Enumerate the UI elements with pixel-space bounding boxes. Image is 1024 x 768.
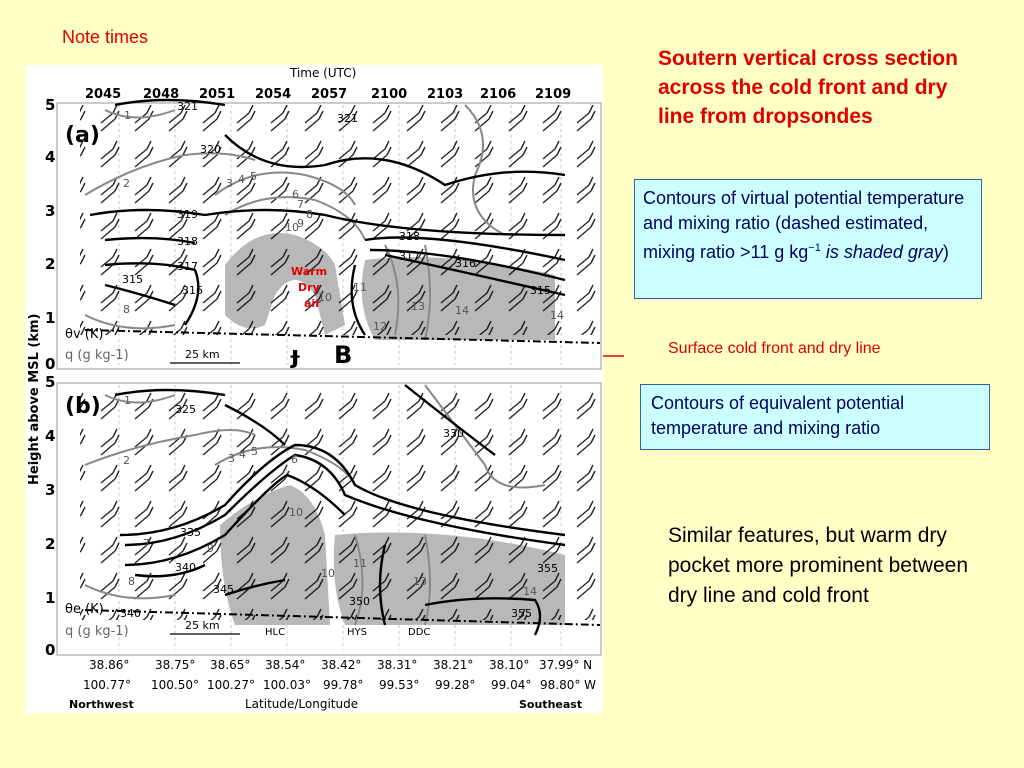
mix-label: 9: [207, 542, 214, 555]
contour-label: 321: [337, 112, 358, 125]
mix-label: 8: [128, 575, 135, 588]
contour-label: 345: [213, 583, 234, 596]
mix-label: 6: [292, 188, 299, 201]
time-label: 2103: [427, 87, 464, 102]
caption-italic: is shaded gray: [820, 242, 943, 262]
cross-section-figure: [25, 65, 603, 713]
lon-label: 100.03°: [263, 678, 311, 692]
mix-label: 13: [411, 300, 425, 313]
cold-front-icon: ɟ: [291, 341, 300, 369]
mix-label: 13: [413, 575, 427, 588]
time-label: 2109: [535, 87, 572, 102]
scale-label: 25 km: [185, 348, 220, 361]
panel-a: [45, 96, 601, 373]
lon-label: 99.53°: [379, 678, 420, 692]
lat-label: 38.54°: [265, 658, 306, 672]
ytick: 5: [45, 96, 56, 114]
y-axis-label: Height above MSL (km): [27, 313, 42, 485]
mix-label: 3: [226, 177, 233, 190]
dry-label: Dry: [298, 281, 320, 294]
lon-label: 99.04°: [491, 678, 532, 692]
mix-label: 4: [238, 173, 245, 186]
lat-label: 38.65°: [210, 658, 251, 672]
mix-label: 6: [291, 453, 298, 466]
caption-exponent: −1: [808, 242, 821, 254]
contour-label: 316: [182, 284, 203, 297]
ytick: 3: [45, 481, 56, 499]
contour-label: 321: [177, 100, 198, 113]
mix-label: 9: [297, 217, 304, 230]
time-label: 2048: [143, 87, 180, 102]
contour-label: 318: [399, 230, 420, 243]
panel-a-label: (a): [65, 123, 100, 148]
contour-label: 355: [537, 562, 558, 575]
lat-label: 37.99° N: [539, 658, 593, 672]
mix-label: 2: [123, 177, 130, 190]
time-label: 2106: [480, 87, 517, 102]
time-label: 2100: [371, 87, 408, 102]
lat-label: 38.31°: [377, 658, 418, 672]
lat-label: 38.21°: [433, 658, 474, 672]
q-label: q (g kg-1): [65, 624, 129, 639]
lon-label: 99.78°: [323, 678, 364, 692]
ytick: 1: [45, 589, 56, 607]
theta-v-label: θv (K): [65, 327, 104, 342]
mix-label: 10: [285, 221, 299, 234]
mix-label: 14: [550, 309, 564, 322]
contour-label: 340: [120, 607, 141, 620]
panel-b: [45, 373, 601, 659]
mix-label: 7: [143, 537, 150, 550]
mix-label: 7: [297, 198, 304, 211]
ytick: 4: [45, 148, 56, 166]
time-label: 2045: [85, 87, 122, 102]
contour-label: 340: [175, 561, 196, 574]
lat-label: 38.10°: [489, 658, 530, 672]
northwest-label: Northwest: [69, 698, 134, 711]
station-label: HLC: [265, 627, 286, 638]
caption-text: Contours of virtual potential temperature and mixing ratio (dashed estimated, mixing ratio >11 g kg: [643, 188, 965, 262]
mix-label: 2: [123, 454, 130, 467]
slide-title: Soutern vertical cross section across the cold front and dry line from dropsondes: [658, 47, 958, 128]
theta-e-label: θe (K): [65, 602, 104, 617]
contour-label: 319: [177, 208, 198, 221]
air-label: air: [304, 297, 321, 310]
ytick: 5: [45, 373, 56, 391]
caption-end: ): [942, 242, 949, 262]
dry-line-icon: B: [334, 341, 353, 369]
panel-b-yticks: [45, 373, 55, 659]
contour-label: 316: [455, 257, 476, 270]
caption-box-equivalent-potential: Contours of equivalent potential temperature and mixing ratio: [640, 384, 990, 450]
contour-label: 335: [180, 526, 201, 539]
ytick: 0: [45, 641, 56, 659]
note-times: Note times: [62, 27, 149, 47]
station-label: HYS: [347, 627, 367, 638]
lat-label: 38.86°: [89, 658, 130, 672]
mix-label: 11: [353, 557, 367, 570]
ytick: 2: [45, 255, 56, 273]
lon-label: 100.77°: [83, 678, 131, 692]
contour-label: 315: [122, 273, 143, 286]
time-label: 2051: [199, 87, 236, 102]
mix-label: 10: [318, 291, 332, 304]
mix-label: 12: [373, 320, 387, 333]
surface-front-label: Surface cold front and dry line: [668, 340, 881, 357]
mix-label: 3: [228, 452, 235, 465]
mix-label: 10: [321, 567, 335, 580]
longitude-labels: [83, 678, 596, 692]
lat-label: 38.75°: [155, 658, 196, 672]
x-axis-label: Latitude/Longitude: [245, 697, 359, 711]
scale-label: 25 km: [185, 619, 220, 632]
contour-label: 315: [530, 284, 551, 297]
lon-label: 100.27°: [207, 678, 255, 692]
ytick: 4: [45, 427, 56, 445]
contour-label: 355: [511, 607, 532, 620]
panel-a-yticks: [45, 96, 55, 373]
latitude-labels: [89, 658, 592, 672]
mix-label: 8: [306, 208, 313, 221]
contour-label: 320: [200, 143, 221, 156]
time-label: 2054: [255, 87, 292, 102]
southeast-label: Southeast: [519, 698, 583, 711]
mix-label: 1: [124, 394, 131, 407]
similar-features-text: Similar features, but warm dry pocket more prominent between dry line and cold front: [668, 524, 968, 607]
mix-label: 14: [523, 585, 537, 598]
lat-label: 38.42°: [321, 658, 362, 672]
mix-label: 11: [353, 281, 367, 294]
contour-label: 318: [177, 235, 198, 248]
q-label: q (g kg-1): [65, 348, 129, 363]
contour-label: 350: [349, 595, 370, 608]
contour-label: 325: [175, 403, 196, 416]
mix-label: 10: [289, 506, 303, 519]
panel-b-label: (b): [65, 394, 101, 419]
lon-label: 98.80° W: [540, 678, 597, 692]
ytick: 0: [45, 355, 56, 373]
mix-label: 8: [123, 303, 130, 316]
contour-label: 317: [177, 260, 198, 273]
mix-label: 5: [250, 170, 257, 183]
mix-label: 1: [124, 109, 131, 122]
contour-label: 330: [443, 427, 464, 440]
mix-label: 14: [455, 304, 469, 317]
lon-label: 100.50°: [151, 678, 199, 692]
station-label: DDC: [408, 627, 431, 638]
lon-label: 99.28°: [435, 678, 476, 692]
contour-label: 317: [399, 250, 420, 263]
ytick: 2: [45, 535, 56, 553]
ytick: 1: [45, 309, 56, 327]
ytick: 3: [45, 202, 56, 220]
time-axis-title: Time (UTC): [290, 66, 357, 80]
warm-label: Warm: [291, 265, 328, 278]
time-label: 2057: [311, 87, 348, 102]
mix-label: 4: [239, 448, 246, 461]
mix-label: 5: [251, 445, 258, 458]
